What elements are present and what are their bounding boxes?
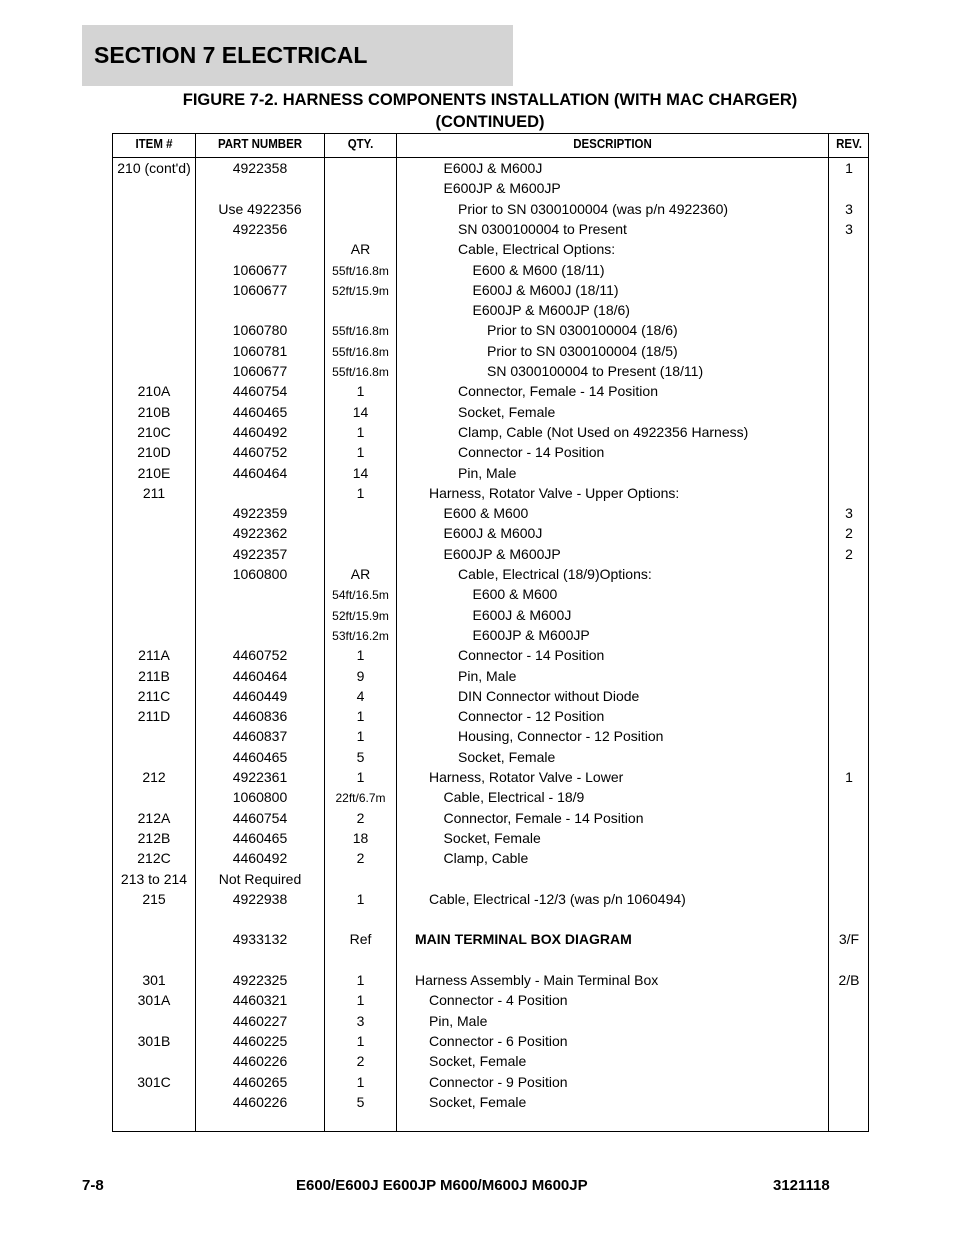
cell-item: 210 (cont'd) (117, 160, 191, 176)
cell-qty: 1 (356, 647, 365, 664)
cell-qty: 1 (356, 769, 365, 785)
table-row (0, 546, 954, 566)
cell-part-number: 4460265 (232, 1073, 288, 1090)
cell-qty: 5 (356, 1093, 365, 1110)
cell-part-number: 4460754 (232, 809, 288, 826)
cell-item: 210A (137, 383, 171, 400)
cell-description: Connector - 14 Position (458, 647, 605, 664)
cell-rev: 2 (845, 545, 853, 562)
cell-item: 211C (137, 687, 171, 704)
cell-qty: 1 (356, 484, 365, 501)
cell-description: Connector - 14 Position (458, 444, 605, 461)
cell-part-number: 1060780 (232, 322, 288, 339)
cell-item: 301A (137, 992, 171, 1009)
cell-part-number: 4460492 (232, 850, 288, 867)
cell-item: 212A (137, 809, 171, 826)
cell-rev: 3 (845, 220, 853, 237)
cell-description: E600JP & M600JP (472, 626, 590, 643)
table-row (0, 871, 954, 891)
cell-part-number: 4460465 (232, 748, 288, 765)
table-row (0, 505, 954, 525)
cell-part-number: 4460226 (232, 1053, 288, 1070)
table-row (0, 810, 954, 830)
cell-description: E600JP & M600JP (18/6) (472, 302, 630, 319)
table-row (0, 952, 954, 972)
table-row (0, 668, 954, 688)
cell-rev: 1 (845, 769, 853, 785)
cell-item: 215 (142, 890, 166, 907)
cell-qty: 52ft/15.9m (332, 283, 389, 298)
table-row (0, 1013, 954, 1033)
cell-description: E600J & M600J (18/11) (472, 281, 619, 298)
cell-part-number: Not Required (218, 870, 302, 887)
cell-description: Clamp, Cable (Not Used on 4922356 Harness) (458, 423, 749, 440)
cell-qty: 14 (352, 403, 369, 420)
cell-part-number: 4922357 (232, 545, 288, 562)
cell-part-number: 4460754 (232, 383, 288, 400)
cell-part-number: 1060677 (232, 363, 288, 379)
document-number: 3121118 (773, 1177, 830, 1194)
table-row (0, 688, 954, 708)
cell-rev: 1 (845, 160, 853, 176)
cell-item: 211 (142, 484, 166, 501)
cell-qty: Ref (349, 931, 372, 948)
cell-qty: 1 (356, 972, 365, 988)
table-row (0, 728, 954, 748)
cell-qty: 53ft/16.2m (332, 628, 389, 643)
cell-description: E600JP & M600JP (443, 545, 561, 562)
header-qty: QTY. (347, 137, 374, 151)
table-row (0, 972, 954, 992)
cell-description: Socket, Female (429, 1093, 527, 1110)
cell-description: Connector - 9 Position (429, 1073, 568, 1090)
cell-part-number: 1060800 (232, 789, 288, 806)
cell-qty: 55ft/16.8m (332, 344, 389, 359)
cell-part-number: 4460464 (232, 667, 288, 684)
cell-part-number: 4933132 (232, 931, 288, 948)
table-row (0, 911, 954, 931)
cell-part-number: 4460465 (232, 403, 288, 420)
table-row (0, 444, 954, 464)
cell-qty: 1 (356, 728, 365, 745)
cell-description: Clamp, Cable (443, 850, 529, 867)
cell-qty: 3 (356, 1012, 365, 1029)
table-row (0, 647, 954, 667)
cell-part-number: 4922325 (232, 972, 288, 988)
cell-part-number: 4460227 (232, 1012, 288, 1029)
cell-item: 212B (137, 829, 171, 846)
cell-description: E600JP & M600JP (443, 180, 561, 197)
cell-qty: 5 (356, 748, 365, 765)
table-row (0, 322, 954, 342)
cell-qty: 1 (356, 423, 365, 440)
table-row (0, 302, 954, 322)
table-row (0, 282, 954, 302)
cell-qty: 1 (356, 444, 365, 461)
cell-description: E600J & M600J (472, 606, 572, 623)
cell-item: 210D (137, 444, 171, 461)
table-row (0, 607, 954, 627)
cell-description: Harness, Rotator Valve - Upper Options: (429, 484, 680, 501)
cell-qty: 1 (356, 708, 365, 725)
cell-description: Cable, Electrical Options: (458, 241, 616, 258)
cell-description: E600J & M600J (443, 160, 543, 176)
cell-description: Connector, Female - 14 Position (443, 809, 644, 826)
cell-description: Socket, Female (429, 1053, 527, 1070)
cell-description: Cable, Electrical (18/9)Options: (458, 566, 652, 582)
cell-qty: 9 (356, 667, 365, 684)
table-row (0, 262, 954, 282)
table-row (0, 485, 954, 505)
table-row (0, 1074, 954, 1094)
cell-rev: 2 (845, 525, 853, 542)
table-row (0, 850, 954, 870)
section-title: SECTION 7 ELECTRICAL (94, 42, 368, 68)
cell-part-number: 4922359 (232, 505, 288, 522)
cell-part-number: 4460752 (232, 647, 288, 664)
table-row (0, 201, 954, 221)
table-row (0, 424, 954, 444)
cell-item: 212 (142, 769, 166, 785)
cell-part-number: 4460492 (232, 423, 288, 440)
cell-description: Harness Assembly - Main Terminal Box (415, 972, 659, 988)
table-row (0, 363, 954, 383)
cell-qty: 55ft/16.8m (332, 324, 389, 339)
header-item: ITEM # (135, 137, 173, 151)
cell-item: 211D (137, 708, 171, 725)
cell-rev: 3 (845, 200, 853, 217)
cell-part-number: 4460225 (232, 1032, 288, 1049)
cell-part-number: 4460752 (232, 444, 288, 461)
table-row (0, 992, 954, 1012)
cell-part-number: 1060800 (232, 566, 288, 582)
cell-part-number: Use 4922356 (218, 200, 302, 217)
cell-description: DIN Connector without Diode (458, 687, 640, 704)
cell-description: Cable, Electrical -12/3 (was p/n 1060494) (429, 890, 686, 907)
cell-description: E600 & M600 (443, 505, 529, 522)
cell-item: 211A (138, 647, 170, 664)
table-row (0, 221, 954, 241)
table-row (0, 566, 954, 586)
cell-item: 301B (137, 1032, 171, 1049)
table-row (0, 160, 954, 180)
cell-description: Connector - 4 Position (429, 992, 568, 1009)
cell-description: Housing, Connector - 12 Position (458, 728, 664, 745)
cell-qty: AR (350, 241, 371, 258)
section-header (82, 25, 513, 86)
header-description: DESCRIPTION (573, 137, 652, 151)
table-row (0, 749, 954, 769)
cell-description: Connector - 12 Position (458, 708, 605, 725)
cell-description: Prior to SN 0300100004 (was p/n 4922360) (458, 200, 729, 217)
cell-item: 301 (142, 972, 166, 988)
cell-qty: 2 (356, 850, 365, 867)
cell-part-number: 4460465 (232, 829, 288, 846)
cell-qty: AR (350, 566, 371, 582)
cell-part-number: 4922358 (232, 160, 288, 176)
cell-qty: 55ft/16.8m (332, 365, 389, 379)
figure-title: FIGURE 7-2. HARNESS COMPONENTS INSTALLATION (WITH MAC CHARGER) (182, 91, 798, 109)
cell-description: Pin, Male (429, 1012, 488, 1029)
cell-description: E600J & M600J (443, 525, 543, 542)
cell-part-number: 1060677 (232, 281, 288, 298)
cell-qty: 55ft/16.8m (332, 263, 389, 278)
cell-part-number: 4460226 (232, 1093, 288, 1110)
cell-part-number: 4922361 (232, 769, 288, 785)
table-row (0, 708, 954, 728)
cell-part-number: 4460836 (232, 708, 288, 725)
cell-qty: 14 (352, 464, 369, 481)
cell-item: 212C (137, 850, 171, 867)
header-divider (112, 157, 869, 158)
table-row (0, 1094, 954, 1114)
cell-description: Socket, Female (443, 829, 541, 846)
table-row (0, 1033, 954, 1053)
cell-part-number: 1060781 (232, 342, 288, 359)
cell-part-number: 4922938 (232, 890, 288, 907)
cell-item: 210E (137, 464, 171, 481)
cell-rev: 3 (845, 505, 853, 522)
cell-qty: 4 (356, 687, 365, 704)
cell-description: Socket, Female (458, 403, 556, 420)
header-part-number: PART NUMBER (217, 137, 303, 151)
table-row (0, 586, 954, 606)
cell-part-number: 1060677 (232, 261, 288, 278)
table-row (0, 931, 954, 951)
cell-qty: 18 (352, 829, 369, 846)
table-row (0, 769, 954, 789)
cell-description: Pin, Male (458, 667, 517, 684)
cell-qty: 1 (356, 992, 365, 1009)
cell-part-number: 4460449 (232, 687, 288, 704)
table-row (0, 525, 954, 545)
cell-qty: 2 (356, 809, 365, 826)
cell-qty: 1 (356, 1073, 365, 1090)
cell-qty: 1 (356, 1032, 365, 1049)
cell-item: 211B (138, 667, 170, 684)
cell-qty: 54ft/16.5m (332, 588, 389, 603)
cell-rev: 2/B (838, 972, 860, 988)
cell-part-number: 4460321 (232, 992, 288, 1009)
cell-part-number: 4922356 (232, 220, 288, 237)
table-row (0, 830, 954, 850)
table-row (0, 343, 954, 363)
table-row (0, 627, 954, 647)
cell-description: E600 & M600 (472, 586, 558, 603)
table-row (0, 180, 954, 200)
figure-subtitle: (CONTINUED) (435, 113, 545, 131)
cell-qty: 1 (356, 383, 365, 400)
cell-description: SN 0300100004 to Present (458, 220, 627, 237)
cell-description: Pin, Male (458, 464, 517, 481)
cell-part-number: 4460464 (232, 464, 288, 481)
table-row (0, 1053, 954, 1073)
cell-description: MAIN TERMINAL BOX DIAGRAM (415, 931, 632, 948)
cell-item: 210C (137, 423, 171, 440)
cell-description: Connector, Female - 14 Position (458, 383, 658, 400)
cell-item: 301C (137, 1073, 171, 1090)
cell-item: 213 to 214 (120, 870, 188, 887)
cell-rev: 3/F (838, 931, 860, 948)
cell-part-number: 4460837 (232, 728, 288, 745)
cell-item: 210B (137, 403, 171, 420)
page-number: 7-8 (82, 1177, 104, 1194)
table-row (0, 465, 954, 485)
cell-description: Prior to SN 0300100004 (18/5) (487, 342, 678, 359)
table-row (0, 404, 954, 424)
cell-part-number: 4922362 (232, 525, 288, 542)
header-rev: REV. (836, 137, 862, 151)
cell-description: Cable, Electrical - 18/9 (443, 789, 585, 806)
table-row (0, 383, 954, 403)
cell-description: Harness, Rotator Valve - Lower (429, 769, 624, 785)
cell-qty: 22ft/6.7m (335, 791, 386, 806)
cell-description: Connector - 6 Position (429, 1032, 568, 1049)
cell-description: Socket, Female (458, 748, 556, 765)
cell-qty: 2 (356, 1053, 365, 1070)
table-row (0, 241, 954, 261)
cell-description: Prior to SN 0300100004 (18/6) (487, 322, 678, 339)
cell-description: E600 & M600 (18/11) (472, 261, 605, 278)
cell-qty: 52ft/15.9m (332, 608, 389, 623)
model-list: E600/E600J E600JP M600/M600J M600JP (296, 1177, 588, 1194)
cell-description: SN 0300100004 to Present (18/11) (487, 363, 704, 379)
table-row (0, 891, 954, 911)
cell-qty: 1 (356, 890, 365, 907)
table-row (0, 789, 954, 809)
